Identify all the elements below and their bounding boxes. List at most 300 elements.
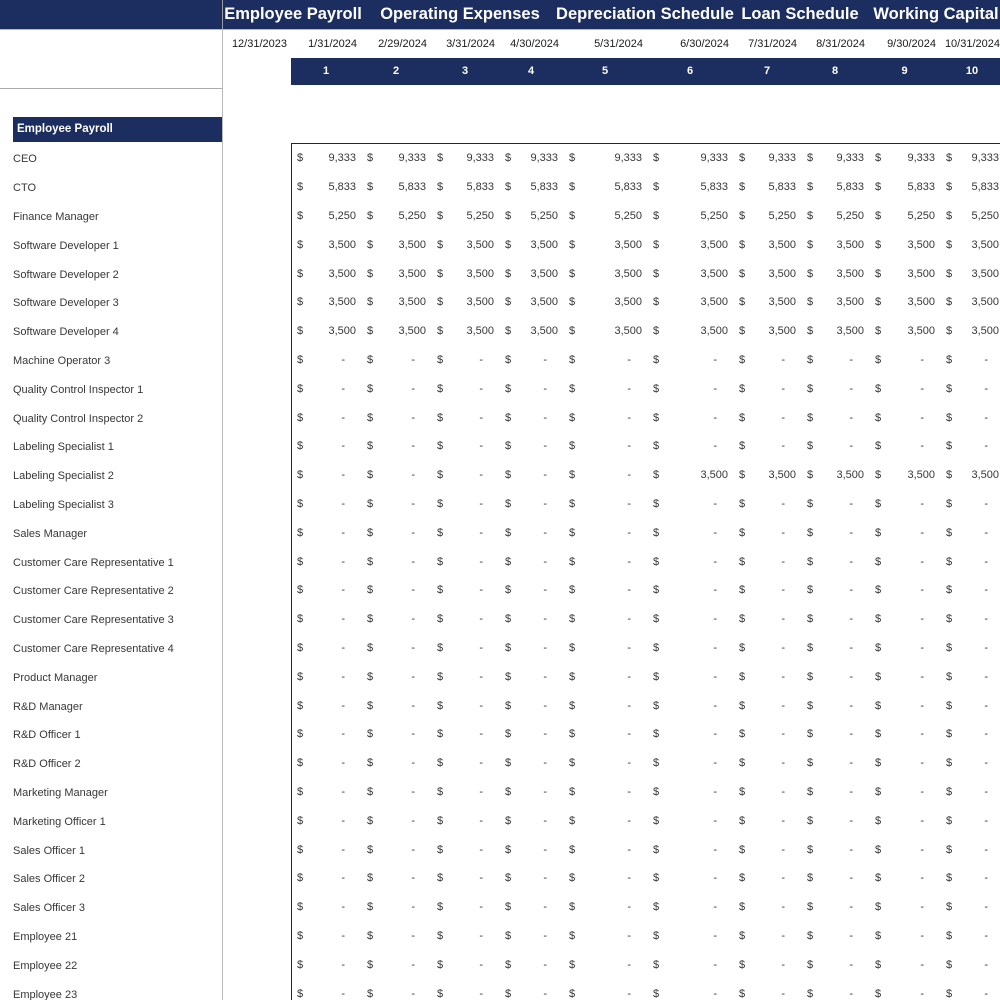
payroll-cell[interactable] <box>564 374 648 403</box>
payroll-cell[interactable] <box>941 547 1000 576</box>
payroll-cell[interactable] <box>870 806 941 835</box>
payroll-cell[interactable] <box>500 403 564 432</box>
payroll-cell[interactable] <box>870 288 941 317</box>
payroll-cell[interactable] <box>648 605 734 634</box>
payroll-cell[interactable] <box>941 605 1000 634</box>
payroll-cell[interactable] <box>564 864 648 893</box>
period-date-cell[interactable]: 2/29/2024 <box>378 38 427 50</box>
payroll-cell[interactable] <box>941 259 1000 288</box>
row-label[interactable]: Product Manager <box>13 671 98 684</box>
payroll-cell[interactable] <box>941 144 1000 173</box>
payroll-cell[interactable] <box>734 202 802 231</box>
payroll-cell[interactable] <box>870 518 941 547</box>
payroll-cell[interactable] <box>362 691 432 720</box>
payroll-cell[interactable] <box>564 576 648 605</box>
row-label[interactable]: Quality Control Inspector 1 <box>13 383 144 396</box>
payroll-cell[interactable] <box>500 720 564 749</box>
row-label[interactable]: Labeling Specialist 1 <box>13 441 114 454</box>
payroll-cell[interactable] <box>362 461 432 490</box>
payroll-cell[interactable] <box>564 720 648 749</box>
payroll-cell[interactable] <box>648 374 734 403</box>
payroll-cell[interactable] <box>648 144 734 173</box>
payroll-cell[interactable] <box>292 144 362 173</box>
payroll-cell[interactable] <box>564 547 648 576</box>
payroll-cell[interactable] <box>362 518 432 547</box>
period-date-cell[interactable]: 1/31/2024 <box>308 38 357 50</box>
payroll-cell[interactable] <box>870 720 941 749</box>
payroll-cell[interactable] <box>564 749 648 778</box>
payroll-cell[interactable] <box>362 634 432 663</box>
payroll-cell[interactable] <box>564 922 648 951</box>
payroll-cell[interactable] <box>500 518 564 547</box>
payroll-cell[interactable] <box>802 403 870 432</box>
payroll-cell[interactable] <box>500 317 564 346</box>
payroll-cell[interactable] <box>362 317 432 346</box>
payroll-cell[interactable] <box>734 778 802 807</box>
payroll-cell[interactable] <box>648 950 734 979</box>
payroll-cell[interactable] <box>648 864 734 893</box>
row-label[interactable]: Software Developer 3 <box>13 297 119 310</box>
payroll-cell[interactable] <box>564 403 648 432</box>
payroll-cell[interactable] <box>734 259 802 288</box>
payroll-cell[interactable] <box>648 288 734 317</box>
payroll-cell[interactable] <box>292 346 362 375</box>
payroll-cell[interactable] <box>292 691 362 720</box>
payroll-cell[interactable] <box>870 317 941 346</box>
payroll-cell[interactable] <box>500 346 564 375</box>
row-label[interactable]: Software Developer 1 <box>13 239 119 252</box>
payroll-cell[interactable] <box>734 749 802 778</box>
payroll-cell[interactable] <box>292 230 362 259</box>
payroll-cell[interactable] <box>870 374 941 403</box>
payroll-cell[interactable] <box>292 403 362 432</box>
payroll-cell[interactable] <box>432 691 500 720</box>
payroll-cell[interactable] <box>802 835 870 864</box>
payroll-cell[interactable] <box>802 374 870 403</box>
tab-operating-expenses[interactable]: Operating Expenses <box>380 5 540 23</box>
payroll-cell[interactable] <box>802 518 870 547</box>
row-label[interactable]: Quality Control Inspector 2 <box>13 412 144 425</box>
payroll-cell[interactable] <box>941 778 1000 807</box>
payroll-cell[interactable] <box>870 691 941 720</box>
payroll-cell[interactable] <box>870 778 941 807</box>
payroll-cell[interactable] <box>941 950 1000 979</box>
payroll-cell[interactable] <box>648 979 734 1000</box>
payroll-cell[interactable] <box>292 317 362 346</box>
period-date-cell[interactable]: 9/30/2024 <box>887 38 936 50</box>
row-label[interactable]: R&D Officer 1 <box>13 729 81 742</box>
payroll-cell[interactable] <box>734 288 802 317</box>
payroll-cell[interactable] <box>432 317 500 346</box>
payroll-cell[interactable] <box>292 547 362 576</box>
row-label[interactable]: Marketing Officer 1 <box>13 815 106 828</box>
payroll-cell[interactable] <box>362 432 432 461</box>
payroll-cell[interactable] <box>802 605 870 634</box>
payroll-cell[interactable] <box>292 893 362 922</box>
payroll-cell[interactable] <box>500 749 564 778</box>
payroll-cell[interactable] <box>564 691 648 720</box>
payroll-cell[interactable] <box>941 749 1000 778</box>
payroll-cell[interactable] <box>648 662 734 691</box>
payroll-cell[interactable] <box>941 662 1000 691</box>
payroll-cell[interactable] <box>362 950 432 979</box>
payroll-cell[interactable] <box>432 662 500 691</box>
row-label[interactable]: Machine Operator 3 <box>13 354 111 367</box>
payroll-cell[interactable] <box>432 202 500 231</box>
payroll-cell[interactable] <box>362 806 432 835</box>
payroll-cell[interactable] <box>292 835 362 864</box>
period-number-cell[interactable]: 6 <box>686 65 694 77</box>
payroll-cell[interactable] <box>362 576 432 605</box>
period-date-cell[interactable]: 5/31/2024 <box>594 38 643 50</box>
payroll-cell[interactable] <box>500 922 564 951</box>
payroll-cell[interactable] <box>802 720 870 749</box>
payroll-cell[interactable] <box>362 173 432 202</box>
payroll-cell[interactable] <box>432 374 500 403</box>
payroll-cell[interactable] <box>870 144 941 173</box>
payroll-cell[interactable] <box>941 634 1000 663</box>
payroll-cell[interactable] <box>734 634 802 663</box>
payroll-cell[interactable] <box>564 778 648 807</box>
payroll-cell[interactable] <box>802 288 870 317</box>
payroll-cell[interactable] <box>500 835 564 864</box>
payroll-cell[interactable] <box>362 749 432 778</box>
payroll-cell[interactable] <box>870 432 941 461</box>
tab-depreciation-schedule[interactable]: Depreciation Schedule <box>556 5 734 23</box>
payroll-cell[interactable] <box>941 346 1000 375</box>
row-label[interactable]: Customer Care Representative 2 <box>13 585 174 598</box>
payroll-cell[interactable] <box>648 778 734 807</box>
row-label[interactable]: CEO <box>13 153 37 166</box>
payroll-cell[interactable] <box>564 490 648 519</box>
period-number-cell[interactable]: 5 <box>601 65 609 77</box>
payroll-cell[interactable] <box>564 202 648 231</box>
payroll-cell[interactable] <box>941 461 1000 490</box>
payroll-cell[interactable] <box>564 230 648 259</box>
payroll-cell[interactable] <box>734 893 802 922</box>
payroll-cell[interactable] <box>362 922 432 951</box>
payroll-cell[interactable] <box>802 547 870 576</box>
payroll-cell[interactable] <box>734 547 802 576</box>
payroll-cell[interactable] <box>432 835 500 864</box>
payroll-cell[interactable] <box>870 547 941 576</box>
payroll-cell[interactable] <box>292 576 362 605</box>
payroll-cell[interactable] <box>802 749 870 778</box>
period-number-cell[interactable]: 7 <box>763 65 771 77</box>
period-number-cell[interactable]: 9 <box>901 65 908 77</box>
payroll-cell[interactable] <box>432 259 500 288</box>
payroll-cell[interactable] <box>941 490 1000 519</box>
row-label[interactable]: Marketing Manager <box>13 786 108 799</box>
payroll-cell[interactable] <box>802 173 870 202</box>
payroll-cell[interactable] <box>734 346 802 375</box>
payroll-cell[interactable] <box>362 374 432 403</box>
row-label[interactable]: CTO <box>13 182 37 195</box>
payroll-cell[interactable] <box>734 835 802 864</box>
payroll-cell[interactable] <box>870 403 941 432</box>
row-label[interactable]: Software Developer 2 <box>13 268 119 281</box>
payroll-cell[interactable] <box>941 806 1000 835</box>
payroll-cell[interactable] <box>362 778 432 807</box>
payroll-cell[interactable] <box>500 374 564 403</box>
payroll-cell[interactable] <box>432 173 500 202</box>
payroll-cell[interactable] <box>432 605 500 634</box>
payroll-cell[interactable] <box>564 259 648 288</box>
payroll-cell[interactable] <box>432 806 500 835</box>
payroll-cell[interactable] <box>432 432 500 461</box>
payroll-cell[interactable] <box>500 490 564 519</box>
payroll-cell[interactable] <box>564 835 648 864</box>
payroll-cell[interactable] <box>362 403 432 432</box>
payroll-cell[interactable] <box>432 778 500 807</box>
payroll-cell[interactable] <box>941 202 1000 231</box>
payroll-cell[interactable] <box>432 518 500 547</box>
payroll-cell[interactable] <box>870 490 941 519</box>
payroll-cell[interactable] <box>432 749 500 778</box>
row-label[interactable]: Sales Officer 2 <box>13 873 85 886</box>
payroll-cell[interactable] <box>648 518 734 547</box>
payroll-cell[interactable] <box>432 144 500 173</box>
payroll-cell[interactable] <box>870 173 941 202</box>
payroll-cell[interactable] <box>941 922 1000 951</box>
payroll-cell[interactable] <box>292 720 362 749</box>
tab-loan-schedule[interactable]: Loan Schedule <box>741 5 859 23</box>
payroll-cell[interactable] <box>648 317 734 346</box>
payroll-cell[interactable] <box>870 461 941 490</box>
payroll-cell[interactable] <box>802 922 870 951</box>
row-label[interactable]: Employee 22 <box>13 959 78 972</box>
payroll-cell[interactable] <box>292 864 362 893</box>
payroll-cell[interactable] <box>870 922 941 951</box>
row-label[interactable]: Sales Officer 3 <box>13 902 85 915</box>
payroll-cell[interactable] <box>734 806 802 835</box>
payroll-cell[interactable] <box>432 403 500 432</box>
payroll-cell[interactable] <box>564 432 648 461</box>
payroll-cell[interactable] <box>941 288 1000 317</box>
row-label[interactable]: Sales Officer 1 <box>13 844 85 857</box>
payroll-cell[interactable] <box>941 317 1000 346</box>
payroll-cell[interactable] <box>362 720 432 749</box>
payroll-cell[interactable] <box>292 778 362 807</box>
payroll-cell[interactable] <box>500 173 564 202</box>
payroll-cell[interactable] <box>500 806 564 835</box>
payroll-cell[interactable] <box>500 259 564 288</box>
payroll-cell[interactable] <box>734 605 802 634</box>
payroll-cell[interactable] <box>734 490 802 519</box>
payroll-cell[interactable] <box>432 720 500 749</box>
payroll-cell[interactable] <box>500 202 564 231</box>
payroll-cell[interactable] <box>802 317 870 346</box>
payroll-cell[interactable] <box>802 144 870 173</box>
payroll-cell[interactable] <box>941 230 1000 259</box>
row-label[interactable]: Labeling Specialist 2 <box>13 470 114 483</box>
payroll-cell[interactable] <box>500 288 564 317</box>
payroll-cell[interactable] <box>870 662 941 691</box>
row-label[interactable]: Customer Care Representative 3 <box>13 614 174 627</box>
row-label[interactable]: Employee 21 <box>13 930 78 943</box>
payroll-cell[interactable] <box>648 202 734 231</box>
payroll-cell[interactable] <box>802 864 870 893</box>
payroll-cell[interactable] <box>500 662 564 691</box>
payroll-cell[interactable] <box>802 893 870 922</box>
payroll-cell[interactable] <box>802 202 870 231</box>
payroll-cell[interactable] <box>734 374 802 403</box>
row-label[interactable]: Finance Manager <box>13 210 99 223</box>
section-header-employee-payroll[interactable]: Employee Payroll <box>13 117 222 142</box>
payroll-cell[interactable] <box>292 922 362 951</box>
payroll-cell[interactable] <box>500 634 564 663</box>
payroll-cell[interactable] <box>870 749 941 778</box>
period-date-cell[interactable]: 12/31/2023 <box>231 38 287 50</box>
payroll-cell[interactable] <box>564 346 648 375</box>
payroll-cell[interactable] <box>734 720 802 749</box>
payroll-cell[interactable] <box>734 230 802 259</box>
row-label[interactable]: Sales Manager <box>13 527 87 540</box>
period-number-cell[interactable]: 1 <box>322 65 330 77</box>
payroll-cell[interactable] <box>734 403 802 432</box>
payroll-cell[interactable] <box>362 864 432 893</box>
payroll-cell[interactable] <box>648 576 734 605</box>
payroll-cell[interactable] <box>362 259 432 288</box>
tab-employee-payroll[interactable]: Employee Payroll <box>224 5 362 23</box>
payroll-cell[interactable] <box>870 576 941 605</box>
payroll-cell[interactable] <box>941 979 1000 1000</box>
payroll-cell[interactable] <box>564 806 648 835</box>
payroll-cell[interactable] <box>941 576 1000 605</box>
payroll-cell[interactable] <box>500 893 564 922</box>
period-date-cell[interactable]: 10/31/2024 <box>944 38 1000 50</box>
payroll-cell[interactable] <box>500 778 564 807</box>
row-label[interactable]: Customer Care Representative 4 <box>13 642 174 655</box>
payroll-cell[interactable] <box>648 403 734 432</box>
payroll-cell[interactable] <box>802 778 870 807</box>
payroll-cell[interactable] <box>500 605 564 634</box>
payroll-cell[interactable] <box>870 950 941 979</box>
payroll-cell[interactable] <box>500 950 564 979</box>
payroll-cell[interactable] <box>564 979 648 1000</box>
payroll-cell[interactable] <box>292 518 362 547</box>
payroll-cell[interactable] <box>802 490 870 519</box>
payroll-cell[interactable] <box>941 432 1000 461</box>
payroll-cell[interactable] <box>362 605 432 634</box>
payroll-cell[interactable] <box>362 979 432 1000</box>
payroll-cell[interactable] <box>648 720 734 749</box>
payroll-cell[interactable] <box>432 288 500 317</box>
payroll-cell[interactable] <box>292 490 362 519</box>
payroll-cell[interactable] <box>734 979 802 1000</box>
row-label[interactable]: R&D Officer 2 <box>13 758 81 771</box>
payroll-cell[interactable] <box>500 979 564 1000</box>
payroll-cell[interactable] <box>734 518 802 547</box>
payroll-cell[interactable] <box>564 893 648 922</box>
payroll-cell[interactable] <box>941 374 1000 403</box>
period-date-cell[interactable]: 8/31/2024 <box>816 38 865 50</box>
payroll-cell[interactable] <box>870 605 941 634</box>
payroll-cell[interactable] <box>802 634 870 663</box>
payroll-cell[interactable] <box>432 950 500 979</box>
payroll-cell[interactable] <box>802 576 870 605</box>
payroll-cell[interactable] <box>432 576 500 605</box>
payroll-cell[interactable] <box>500 691 564 720</box>
payroll-cell[interactable] <box>648 432 734 461</box>
payroll-cell[interactable] <box>362 202 432 231</box>
payroll-cell[interactable] <box>648 806 734 835</box>
payroll-cell[interactable] <box>734 662 802 691</box>
payroll-cell[interactable] <box>292 605 362 634</box>
period-number-cell[interactable]: 2 <box>392 65 400 77</box>
payroll-cell[interactable] <box>734 173 802 202</box>
payroll-cell[interactable] <box>734 950 802 979</box>
payroll-cell[interactable] <box>734 317 802 346</box>
payroll-cell[interactable] <box>500 576 564 605</box>
payroll-cell[interactable] <box>500 864 564 893</box>
payroll-cell[interactable] <box>432 490 500 519</box>
payroll-cell[interactable] <box>941 835 1000 864</box>
payroll-cell[interactable] <box>564 662 648 691</box>
period-number-cell[interactable]: 3 <box>461 65 469 77</box>
payroll-cell[interactable] <box>362 835 432 864</box>
row-label[interactable]: Software Developer 4 <box>13 326 119 339</box>
payroll-cell[interactable] <box>870 259 941 288</box>
period-date-cell[interactable]: 4/30/2024 <box>510 38 559 50</box>
payroll-cell[interactable] <box>564 144 648 173</box>
payroll-cell[interactable] <box>362 230 432 259</box>
period-date-cell[interactable]: 6/30/2024 <box>680 38 729 50</box>
row-label[interactable]: R&D Manager <box>13 700 83 713</box>
payroll-cell[interactable] <box>362 893 432 922</box>
payroll-cell[interactable] <box>802 806 870 835</box>
payroll-cell[interactable] <box>292 202 362 231</box>
payroll-cell[interactable] <box>564 518 648 547</box>
period-number-cell[interactable]: 4 <box>527 65 535 77</box>
payroll-cell[interactable] <box>362 547 432 576</box>
payroll-cell[interactable] <box>870 893 941 922</box>
payroll-cell[interactable] <box>870 346 941 375</box>
payroll-cell[interactable] <box>292 432 362 461</box>
payroll-cell[interactable] <box>734 461 802 490</box>
payroll-cell[interactable] <box>648 346 734 375</box>
payroll-cell[interactable] <box>292 950 362 979</box>
payroll-cell[interactable] <box>500 432 564 461</box>
payroll-cell[interactable] <box>564 605 648 634</box>
payroll-cell[interactable] <box>802 662 870 691</box>
row-label[interactable]: Employee 23 <box>13 988 78 1000</box>
payroll-cell[interactable] <box>362 662 432 691</box>
payroll-cell[interactable] <box>734 691 802 720</box>
payroll-cell[interactable] <box>941 518 1000 547</box>
payroll-cell[interactable] <box>292 634 362 663</box>
payroll-cell[interactable] <box>802 979 870 1000</box>
payroll-cell[interactable] <box>648 634 734 663</box>
payroll-cell[interactable] <box>734 576 802 605</box>
period-date-cell[interactable]: 3/31/2024 <box>446 38 495 50</box>
payroll-cell[interactable] <box>564 461 648 490</box>
payroll-cell[interactable] <box>802 230 870 259</box>
payroll-cell[interactable] <box>362 346 432 375</box>
payroll-cell[interactable] <box>734 144 802 173</box>
payroll-cell[interactable] <box>564 317 648 346</box>
payroll-cell[interactable] <box>362 288 432 317</box>
payroll-cell[interactable] <box>648 749 734 778</box>
payroll-cell[interactable] <box>734 922 802 951</box>
payroll-cell[interactable] <box>500 461 564 490</box>
payroll-cell[interactable] <box>802 432 870 461</box>
payroll-cell[interactable] <box>648 922 734 951</box>
payroll-cell[interactable] <box>432 893 500 922</box>
payroll-cell[interactable] <box>941 691 1000 720</box>
payroll-cell[interactable] <box>432 547 500 576</box>
payroll-cell[interactable] <box>802 259 870 288</box>
